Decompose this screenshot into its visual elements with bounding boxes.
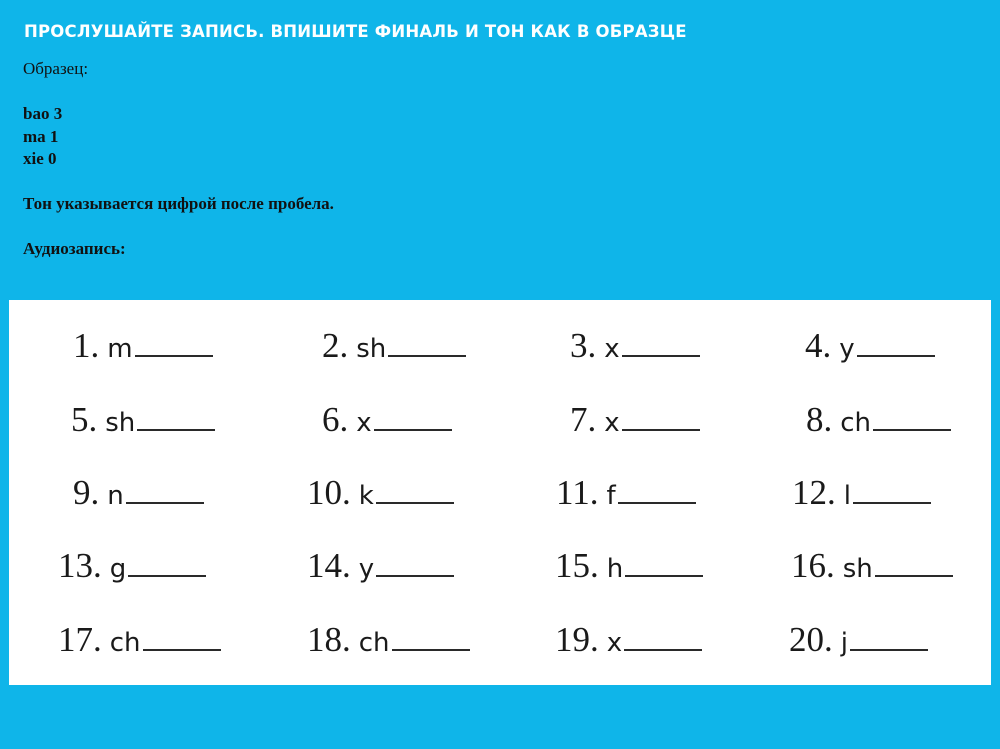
exercise-item xyxy=(789,620,1000,670)
answer-blank[interactable] xyxy=(625,574,703,577)
item-number: 18. xyxy=(307,620,351,659)
exercise-item xyxy=(58,620,278,670)
answer-blank[interactable] xyxy=(388,354,466,357)
item-number: 15. xyxy=(555,546,599,585)
answer-blank[interactable] xyxy=(875,574,953,577)
item-number: 6. xyxy=(322,400,349,439)
item-initial: x xyxy=(604,334,620,364)
exercise-item xyxy=(570,326,790,376)
answer-blank[interactable] xyxy=(857,354,935,357)
tone-note: Тон указывается цифрой после пробела. xyxy=(23,194,334,213)
page-title: ПРОСЛУШАЙТЕ ЗАПИСЬ. ВПИШИТЕ ФИНАЛЬ И ТОН КАК В ОБРАЗЦЕ xyxy=(24,22,687,41)
exercise-item xyxy=(555,620,775,670)
item-initial: x xyxy=(356,408,372,438)
item-number: 14. xyxy=(307,546,351,585)
item-number: 16. xyxy=(791,546,835,585)
exercise-item xyxy=(73,326,293,376)
answer-blank[interactable] xyxy=(392,648,470,651)
spacer xyxy=(23,171,334,194)
item-initial: k xyxy=(358,481,374,511)
exercise-item xyxy=(791,546,1000,596)
item-initial: ch xyxy=(840,408,872,438)
answer-blank[interactable] xyxy=(128,574,206,577)
exercise-item xyxy=(73,473,293,523)
item-initial: j xyxy=(840,628,848,658)
item-number: 1. xyxy=(73,326,100,365)
answer-blank[interactable] xyxy=(137,428,215,431)
instructions-block xyxy=(23,58,334,261)
item-number: 17. xyxy=(58,620,102,659)
item-number: 4. xyxy=(805,326,832,365)
item-number: 8. xyxy=(806,400,833,439)
exercise-item xyxy=(570,400,790,450)
item-initial: m xyxy=(107,334,133,364)
exercise-item xyxy=(58,546,278,596)
item-initial: g xyxy=(109,554,127,584)
item-initial: ch xyxy=(358,628,390,658)
item-number: 20. xyxy=(789,620,833,659)
exercise-sheet xyxy=(9,300,991,685)
item-number: 3. xyxy=(570,326,597,365)
spacer xyxy=(23,216,334,239)
item-initial: sh xyxy=(842,554,873,584)
example-1: bao 3 xyxy=(23,104,63,123)
answer-blank[interactable] xyxy=(850,648,928,651)
answer-blank[interactable] xyxy=(376,501,454,504)
item-initial: ch xyxy=(109,628,141,658)
item-number: 11. xyxy=(556,473,599,512)
item-initial: h xyxy=(606,554,624,584)
item-initial: sh xyxy=(105,408,136,438)
item-number: 10. xyxy=(307,473,351,512)
exercise-item xyxy=(805,326,1000,376)
item-initial: x xyxy=(606,628,623,658)
item-number: 7. xyxy=(570,400,597,439)
item-initial: f xyxy=(606,481,616,511)
exercise-item xyxy=(322,400,542,450)
item-initial: n xyxy=(107,481,124,511)
answer-blank[interactable] xyxy=(143,648,221,651)
exercise-item xyxy=(792,473,1000,523)
item-number: 5. xyxy=(71,400,98,439)
item-number: 19. xyxy=(555,620,599,659)
item-initial: y xyxy=(839,334,855,364)
answer-blank[interactable] xyxy=(374,428,452,431)
example-3: xie 0 xyxy=(23,149,57,168)
exercise-item xyxy=(806,400,1000,450)
exercise-item xyxy=(322,326,542,376)
answer-blank[interactable] xyxy=(376,574,454,577)
answer-blank[interactable] xyxy=(873,428,951,431)
item-number: 9. xyxy=(73,473,100,512)
spacer xyxy=(23,81,334,104)
item-initial: y xyxy=(358,554,375,584)
exercise-item xyxy=(71,400,291,450)
answer-blank[interactable] xyxy=(853,501,931,504)
sample-label: Образец: xyxy=(23,59,89,78)
item-initial: l xyxy=(843,481,851,511)
item-initial: sh xyxy=(356,334,387,364)
exercise-item xyxy=(307,473,527,523)
answer-blank[interactable] xyxy=(622,428,700,431)
answer-blank[interactable] xyxy=(618,501,696,504)
audio-label: Аудиозапись: xyxy=(23,239,126,258)
answer-blank[interactable] xyxy=(622,354,700,357)
answer-blank[interactable] xyxy=(135,354,213,357)
item-number: 2. xyxy=(322,326,349,365)
exercise-item xyxy=(556,473,776,523)
answer-blank[interactable] xyxy=(624,648,702,651)
item-number: 13. xyxy=(58,546,102,585)
item-number: 12. xyxy=(792,473,836,512)
example-2: ma 1 xyxy=(23,126,59,146)
exercise-item xyxy=(307,546,527,596)
answer-blank[interactable] xyxy=(126,501,204,504)
exercise-item xyxy=(307,620,527,670)
item-initial: x xyxy=(604,408,620,438)
exercise-item xyxy=(555,546,775,596)
